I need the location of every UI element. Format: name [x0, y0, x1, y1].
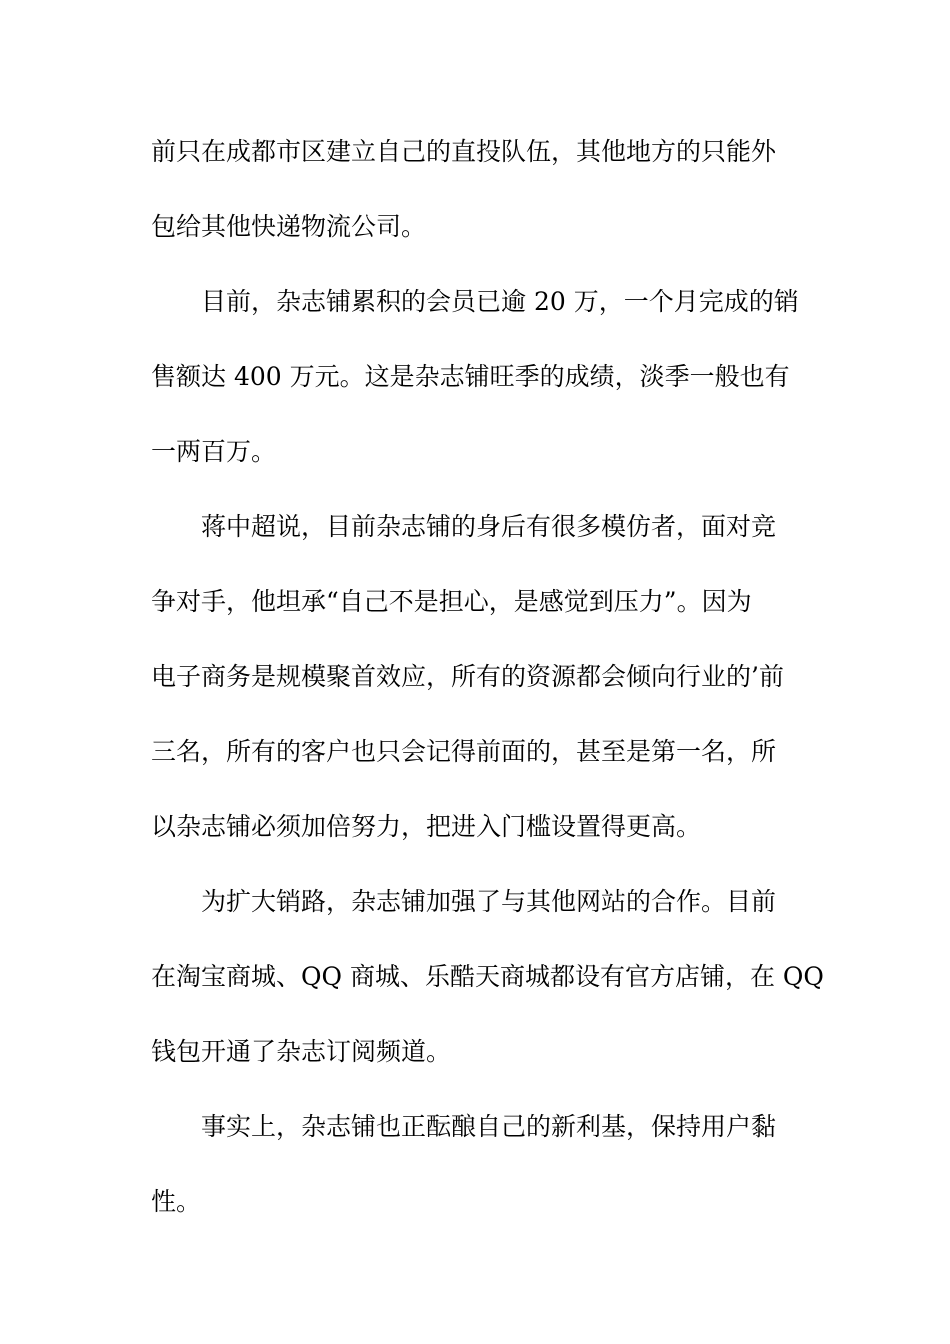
text-line: 性。	[151, 1187, 202, 1216]
text-line: 钱包开通了杂志订阅频道。	[151, 1037, 452, 1066]
body-text	[151, 124, 824, 1249]
text-line: 包给其他快递物流公司。	[151, 212, 427, 241]
text-line: 三名，所有的客户也只会记得前面的，甚至是第一名，所	[151, 737, 777, 766]
text-line: 为扩大销路，杂志铺加强了与其他网站的合作。目前	[201, 887, 777, 916]
text-line: 争对手，他坦承“自己不是担心，是感觉到压力”。因为	[151, 587, 752, 616]
text-line: 在淘宝商城、QQ 商城、乐酷天商城都设有官方店铺，在 QQ	[151, 962, 824, 991]
text-line: 一两百万。	[151, 437, 277, 466]
text-line: 目前，杂志铺累积的会员已逾 20 万，一个月完成的销	[201, 287, 799, 316]
text-line: 售额达 400 万元。这是杂志铺旺季的成绩，淡季一般也有	[151, 362, 790, 391]
text-line: 以杂志铺必须加倍努力，把进入门槛设置得更高。	[151, 812, 702, 841]
text-line: 蒋中超说，目前杂志铺的身后有很多模仿者，面对竞	[201, 512, 777, 541]
text-line: 前只在成都市区建立自己的直投队伍，其他地方的只能外	[151, 137, 777, 166]
text-line: 电子商务是规模聚首效应，所有的资源都会倾向行业的’前	[151, 662, 784, 691]
text-line: 事实上，杂志铺也正酝酿自己的新利基，保持用户黏	[201, 1112, 777, 1141]
